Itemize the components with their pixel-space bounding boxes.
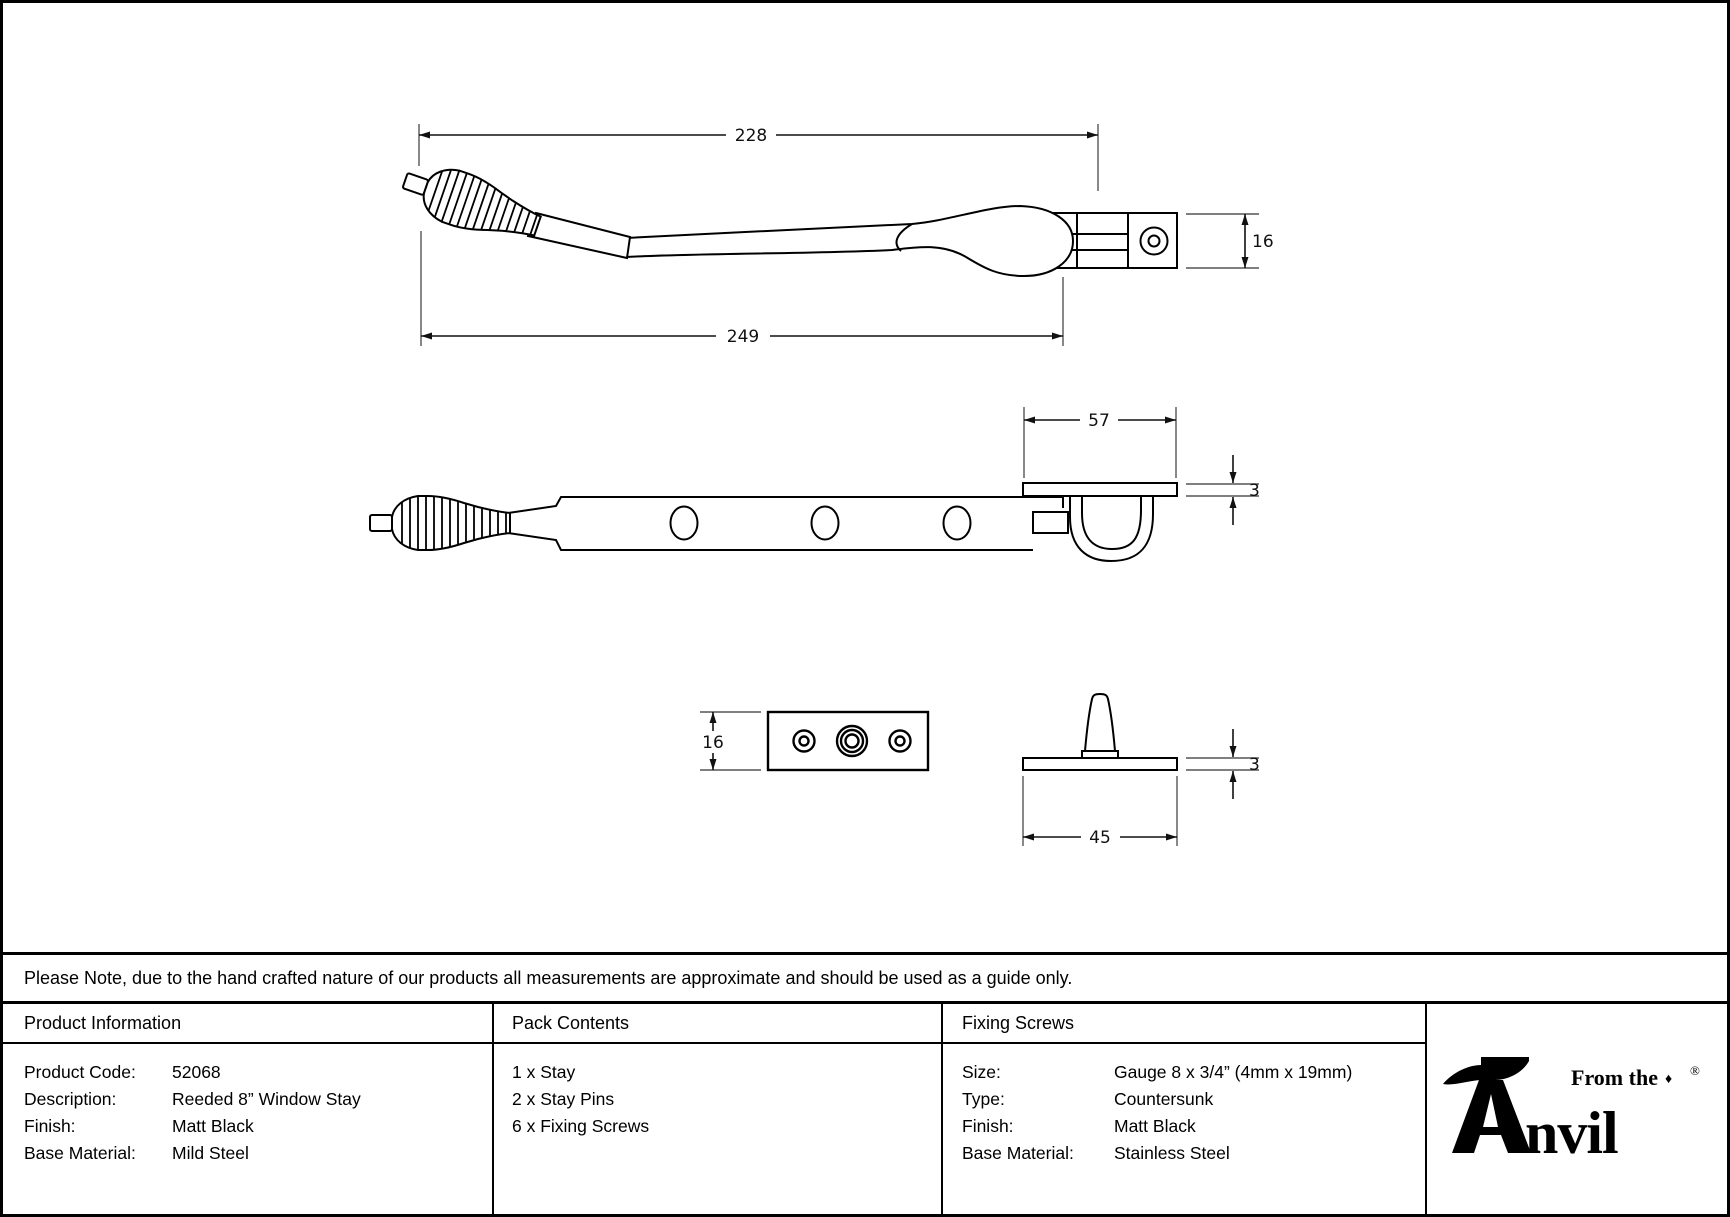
screw-material-value: Stainless Steel [1114, 1143, 1230, 1163]
pack-item: 2 x Stay Pins [512, 1089, 615, 1109]
header-fixing-screws [943, 1004, 1427, 1044]
product-code-value: 52068 [172, 1062, 221, 1082]
brand-diamond-icon: ♦ [1665, 1069, 1673, 1086]
screw-type-label: Type: [962, 1089, 1005, 1109]
base-material-value: Mild Steel [172, 1143, 249, 1163]
pack-item: 6 x Fixing Screws [512, 1116, 650, 1136]
note-row [3, 952, 1727, 1004]
dim-45: 45 [1089, 828, 1111, 848]
description-label: Description: [24, 1089, 117, 1109]
dim-249: 249 [726, 327, 760, 347]
screw-size-row [962, 1059, 1425, 1086]
screw-type-row [962, 1086, 1425, 1113]
brand-logo-cell [1427, 1004, 1727, 1214]
screw-finish-value: Matt Black [1114, 1116, 1196, 1136]
reeded-knob-flat [370, 496, 510, 550]
stay-arm [626, 206, 1073, 276]
dim-57: 57 [1088, 411, 1110, 431]
base-material-label: Base Material: [24, 1143, 136, 1163]
screw-material-row [962, 1140, 1425, 1167]
header-fixing-screws-label: Fixing Screws [962, 1012, 1075, 1033]
header-pack-contents [494, 1004, 943, 1044]
screw-type-value: Countersunk [1114, 1089, 1214, 1109]
base-material-row [24, 1140, 492, 1167]
reeded-knob [396, 155, 546, 252]
finish-row [24, 1113, 492, 1140]
screw-size-label: Size: [962, 1062, 1001, 1082]
screw-size-value: Gauge 8 x 3/4” (4mm x 19mm) [1114, 1062, 1353, 1082]
keeper-plate [768, 712, 928, 770]
screw-material-label: Base Material: [962, 1143, 1074, 1163]
description-row [24, 1086, 492, 1113]
header-product-information [3, 1004, 494, 1044]
screw-finish-label: Finish: [962, 1116, 1014, 1136]
product-information-cell [3, 1044, 494, 1214]
from-the-anvil-logo [1441, 1052, 1713, 1167]
header-pack-contents-label: Pack Contents [512, 1012, 630, 1033]
pin-cone [1085, 694, 1115, 751]
product-code-label: Product Code: [24, 1062, 136, 1082]
finish-value: Matt Black [172, 1116, 254, 1136]
registered-trademark-icon: ® [1690, 1062, 1700, 1078]
screw-finish-row [962, 1113, 1425, 1140]
finish-label: Finish: [24, 1116, 76, 1136]
stay-flat-view [370, 483, 1177, 561]
brand-prefix-text: From the [1571, 1064, 1658, 1090]
stay-neck [528, 213, 630, 258]
pack-contents-cell [494, 1044, 943, 1214]
product-code-row [24, 1059, 492, 1086]
fixing-screws-cell [943, 1044, 1427, 1214]
brand-name-text: nvil [1525, 1099, 1618, 1166]
dim-3-plate: 3 [1249, 481, 1260, 501]
description-value: Reeded 8” Window Stay [172, 1089, 361, 1109]
note-text: Please Note, due to the hand crafted nature of our products all measurements are approximate and should be used as a guide only. [24, 967, 1073, 988]
header-product-information-label: Product Information [24, 1012, 182, 1033]
anvil-a-icon [1443, 1057, 1531, 1153]
stay-side-view [396, 155, 1177, 276]
stay-pin [1023, 694, 1177, 770]
pack-item: 1 x Stay [512, 1062, 576, 1082]
dim-3-pin: 3 [1249, 755, 1260, 775]
dim-16-bracket: 16 [1252, 232, 1274, 252]
dim-16-keeper: 16 [702, 733, 724, 753]
dim-228: 228 [734, 126, 768, 146]
